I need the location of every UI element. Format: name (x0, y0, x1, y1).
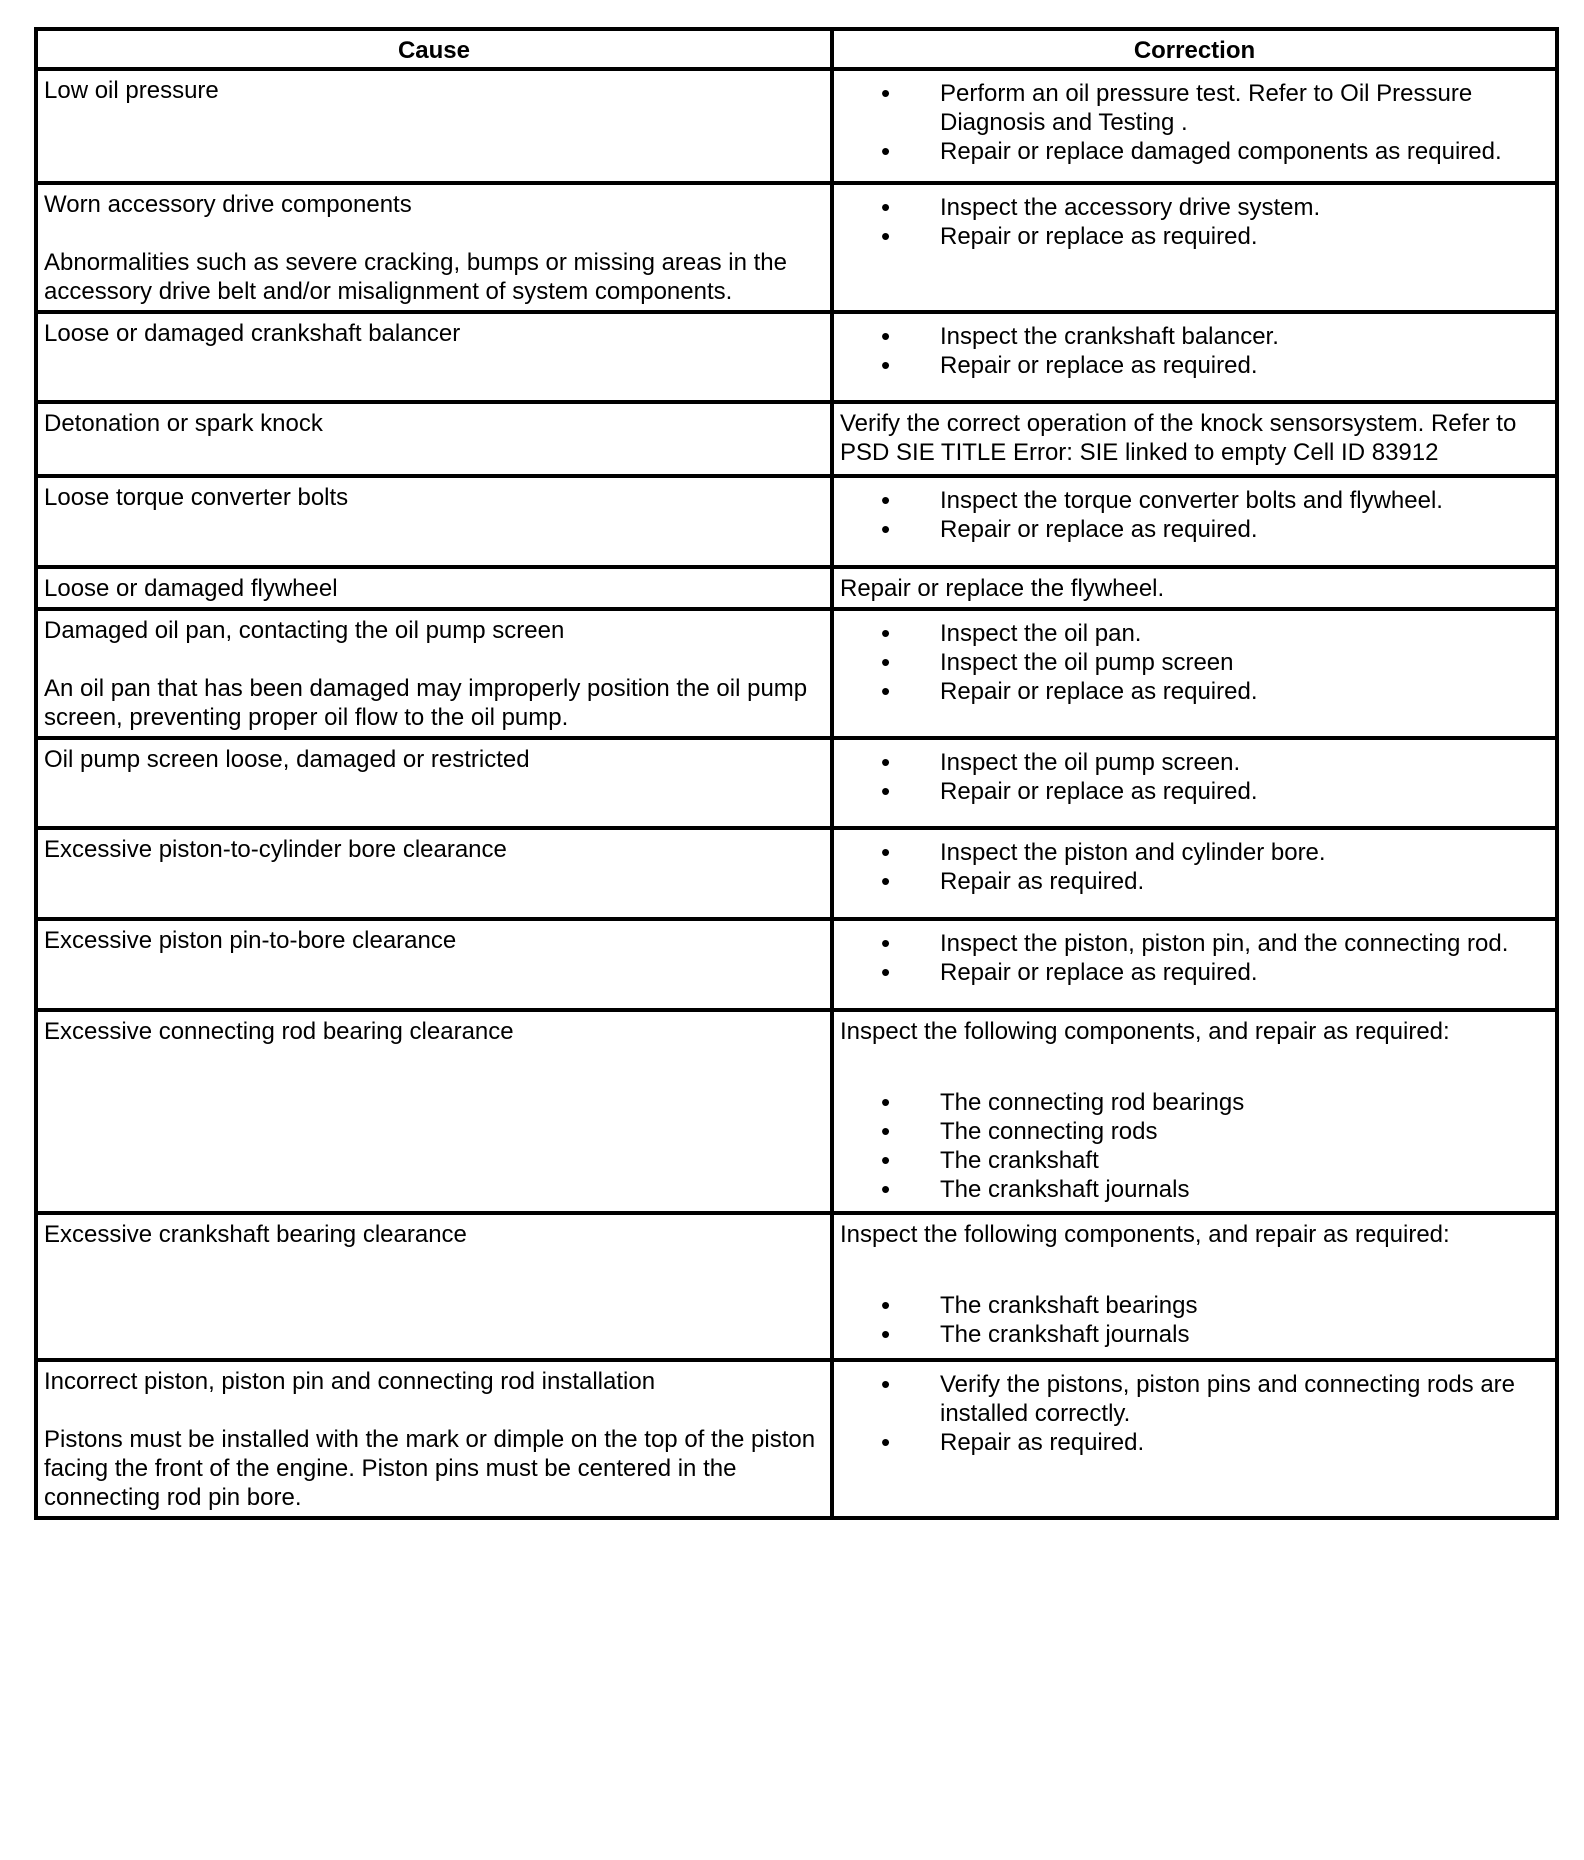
correction-cell (832, 183, 1557, 312)
correction-list-item: • Repair or replace as required. (940, 351, 1549, 380)
table-row (36, 609, 1557, 738)
correction-list (840, 193, 1549, 251)
cause-cell (36, 567, 832, 609)
correction-list-item: • Verify the pistons, piston pins and connecting rods are installed correctly. (940, 1370, 1549, 1428)
cause-text: Excessive piston pin-to-bore clearance (44, 927, 457, 954)
table-row (36, 1213, 1557, 1360)
correction-list (840, 322, 1549, 380)
correction-list (840, 1291, 1549, 1349)
correction-list-item: • The connecting rods (940, 1117, 1549, 1146)
correction-list-item: • The connecting rod bearings (940, 1088, 1549, 1117)
table-body (36, 69, 1557, 1518)
correction-list-item: • Inspect the piston, piston pin, and the connecting rod. (940, 929, 1549, 958)
cause-note: Abnormalities such as severe cracking, bumps or missing areas in the accessory drive belt and/or misalignment of system components. (44, 249, 787, 305)
table-row (36, 183, 1557, 312)
cause-cell (36, 1360, 832, 1518)
table-row (36, 567, 1557, 609)
correction-list-item: • Inspect the torque converter bolts and flywheel. (940, 486, 1549, 515)
cause-note: An oil pan that has been damaged may improperly position the oil pump screen, preventing proper oil flow to the oil pump. (44, 675, 808, 731)
cause-cell (36, 919, 832, 1010)
correction-text: Inspect the following components, and repair as required: (840, 1221, 1450, 1248)
correction-list-item: • The crankshaft bearings (940, 1291, 1549, 1320)
correction-list (840, 79, 1549, 166)
cause-cell (36, 609, 832, 738)
correction-text: Verify the correct operation of the knock sensorsystem. Refer to PSD SIE TITLE Error: SIE linked to empty Cell ID 83912 (840, 410, 1517, 466)
correction-list-item: • Inspect the oil pump screen (940, 648, 1549, 677)
table-row (36, 69, 1557, 183)
correction-cell (832, 609, 1557, 738)
correction-cell (832, 476, 1557, 567)
correction-list-item: • Repair or replace as required. (940, 958, 1549, 987)
header-row (36, 29, 1557, 69)
cause-text: Damaged oil pan, contacting the oil pump screen (44, 617, 565, 644)
correction-list-item: • Inspect the crankshaft balancer. (940, 322, 1549, 351)
correction-list-item: • The crankshaft journals (940, 1320, 1549, 1349)
correction-list-item: • Repair or replace damaged components as required. (940, 137, 1549, 166)
cause-text: Worn accessory drive components (44, 191, 412, 218)
correction-list-item: • Inspect the piston and cylinder bore. (940, 838, 1549, 867)
correction-list (840, 929, 1549, 987)
correction-cell (832, 312, 1557, 402)
correction-list (840, 1370, 1549, 1457)
table-header (36, 29, 1557, 69)
correction-list-item: • Perform an oil pressure test. Refer to Oil Pressure Diagnosis and Testing . (940, 79, 1549, 137)
correction-text: Repair or replace the flywheel. (840, 575, 1165, 602)
table-row (36, 402, 1557, 476)
cause-cell (36, 183, 832, 312)
cause-cell (36, 476, 832, 567)
cause-text: Excessive connecting rod bearing clearance (44, 1018, 514, 1045)
correction-list-item: • Repair as required. (940, 1428, 1549, 1457)
correction-cell (832, 1213, 1557, 1360)
correction-cell (832, 1360, 1557, 1518)
cause-text: Excessive piston-to-cylinder bore clearance (44, 836, 507, 863)
cause-text: Detonation or spark knock (44, 410, 323, 437)
cause-text: Loose or damaged flywheel (44, 575, 338, 602)
correction-cell (832, 738, 1557, 828)
cause-cell (36, 1213, 832, 1360)
table-row (36, 1010, 1557, 1213)
correction-list (840, 838, 1549, 896)
cause-text: Low oil pressure (44, 77, 219, 104)
cause-cell (36, 402, 832, 476)
cause-text: Oil pump screen loose, damaged or restricted (44, 746, 530, 773)
table-row (36, 828, 1557, 919)
cause-text: Loose or damaged crankshaft balancer (44, 320, 461, 347)
correction-list (840, 619, 1549, 706)
cause-cell (36, 828, 832, 919)
header-correction: Correction (832, 29, 1557, 69)
cause-text: Incorrect piston, piston pin and connecting rod installation (44, 1368, 656, 1395)
header-cause: Cause (36, 29, 832, 69)
correction-list-item: • Repair or replace as required. (940, 222, 1549, 251)
correction-list-item: • Repair as required. (940, 867, 1549, 896)
correction-cell (832, 1010, 1557, 1213)
cause-text: Loose torque converter bolts (44, 484, 349, 511)
correction-list-item: • Repair or replace as required. (940, 777, 1549, 806)
cause-cell (36, 1010, 832, 1213)
correction-cell (832, 919, 1557, 1010)
table-row (36, 312, 1557, 402)
correction-list-item: • The crankshaft journals (940, 1175, 1549, 1204)
table-row (36, 1360, 1557, 1518)
correction-cell (832, 567, 1557, 609)
correction-text: Inspect the following components, and repair as required: (840, 1018, 1450, 1045)
cause-cell (36, 69, 832, 183)
cause-cell (36, 312, 832, 402)
correction-list-item: • The crankshaft (940, 1146, 1549, 1175)
correction-list-item: • Inspect the accessory drive system. (940, 193, 1549, 222)
cause-correction-table (34, 27, 1559, 1520)
correction-list (840, 1088, 1549, 1204)
correction-list (840, 748, 1549, 806)
table-row (36, 476, 1557, 567)
correction-cell (832, 828, 1557, 919)
cause-text: Excessive crankshaft bearing clearance (44, 1221, 467, 1248)
cause-cell (36, 738, 832, 828)
table-row (36, 919, 1557, 1010)
correction-list-item: • Repair or replace as required. (940, 515, 1549, 544)
correction-cell (832, 69, 1557, 183)
cause-note: Pistons must be installed with the mark or dimple on the top of the piston facing the front of the engine. Piston pins must be centered in the connecting rod pin bore. (44, 1426, 816, 1511)
correction-cell (832, 402, 1557, 476)
correction-list (840, 486, 1549, 544)
correction-list-item: • Repair or replace as required. (940, 677, 1549, 706)
correction-list-item: • Inspect the oil pump screen. (940, 748, 1549, 777)
table-row (36, 738, 1557, 828)
correction-list-item: • Inspect the oil pan. (940, 619, 1549, 648)
